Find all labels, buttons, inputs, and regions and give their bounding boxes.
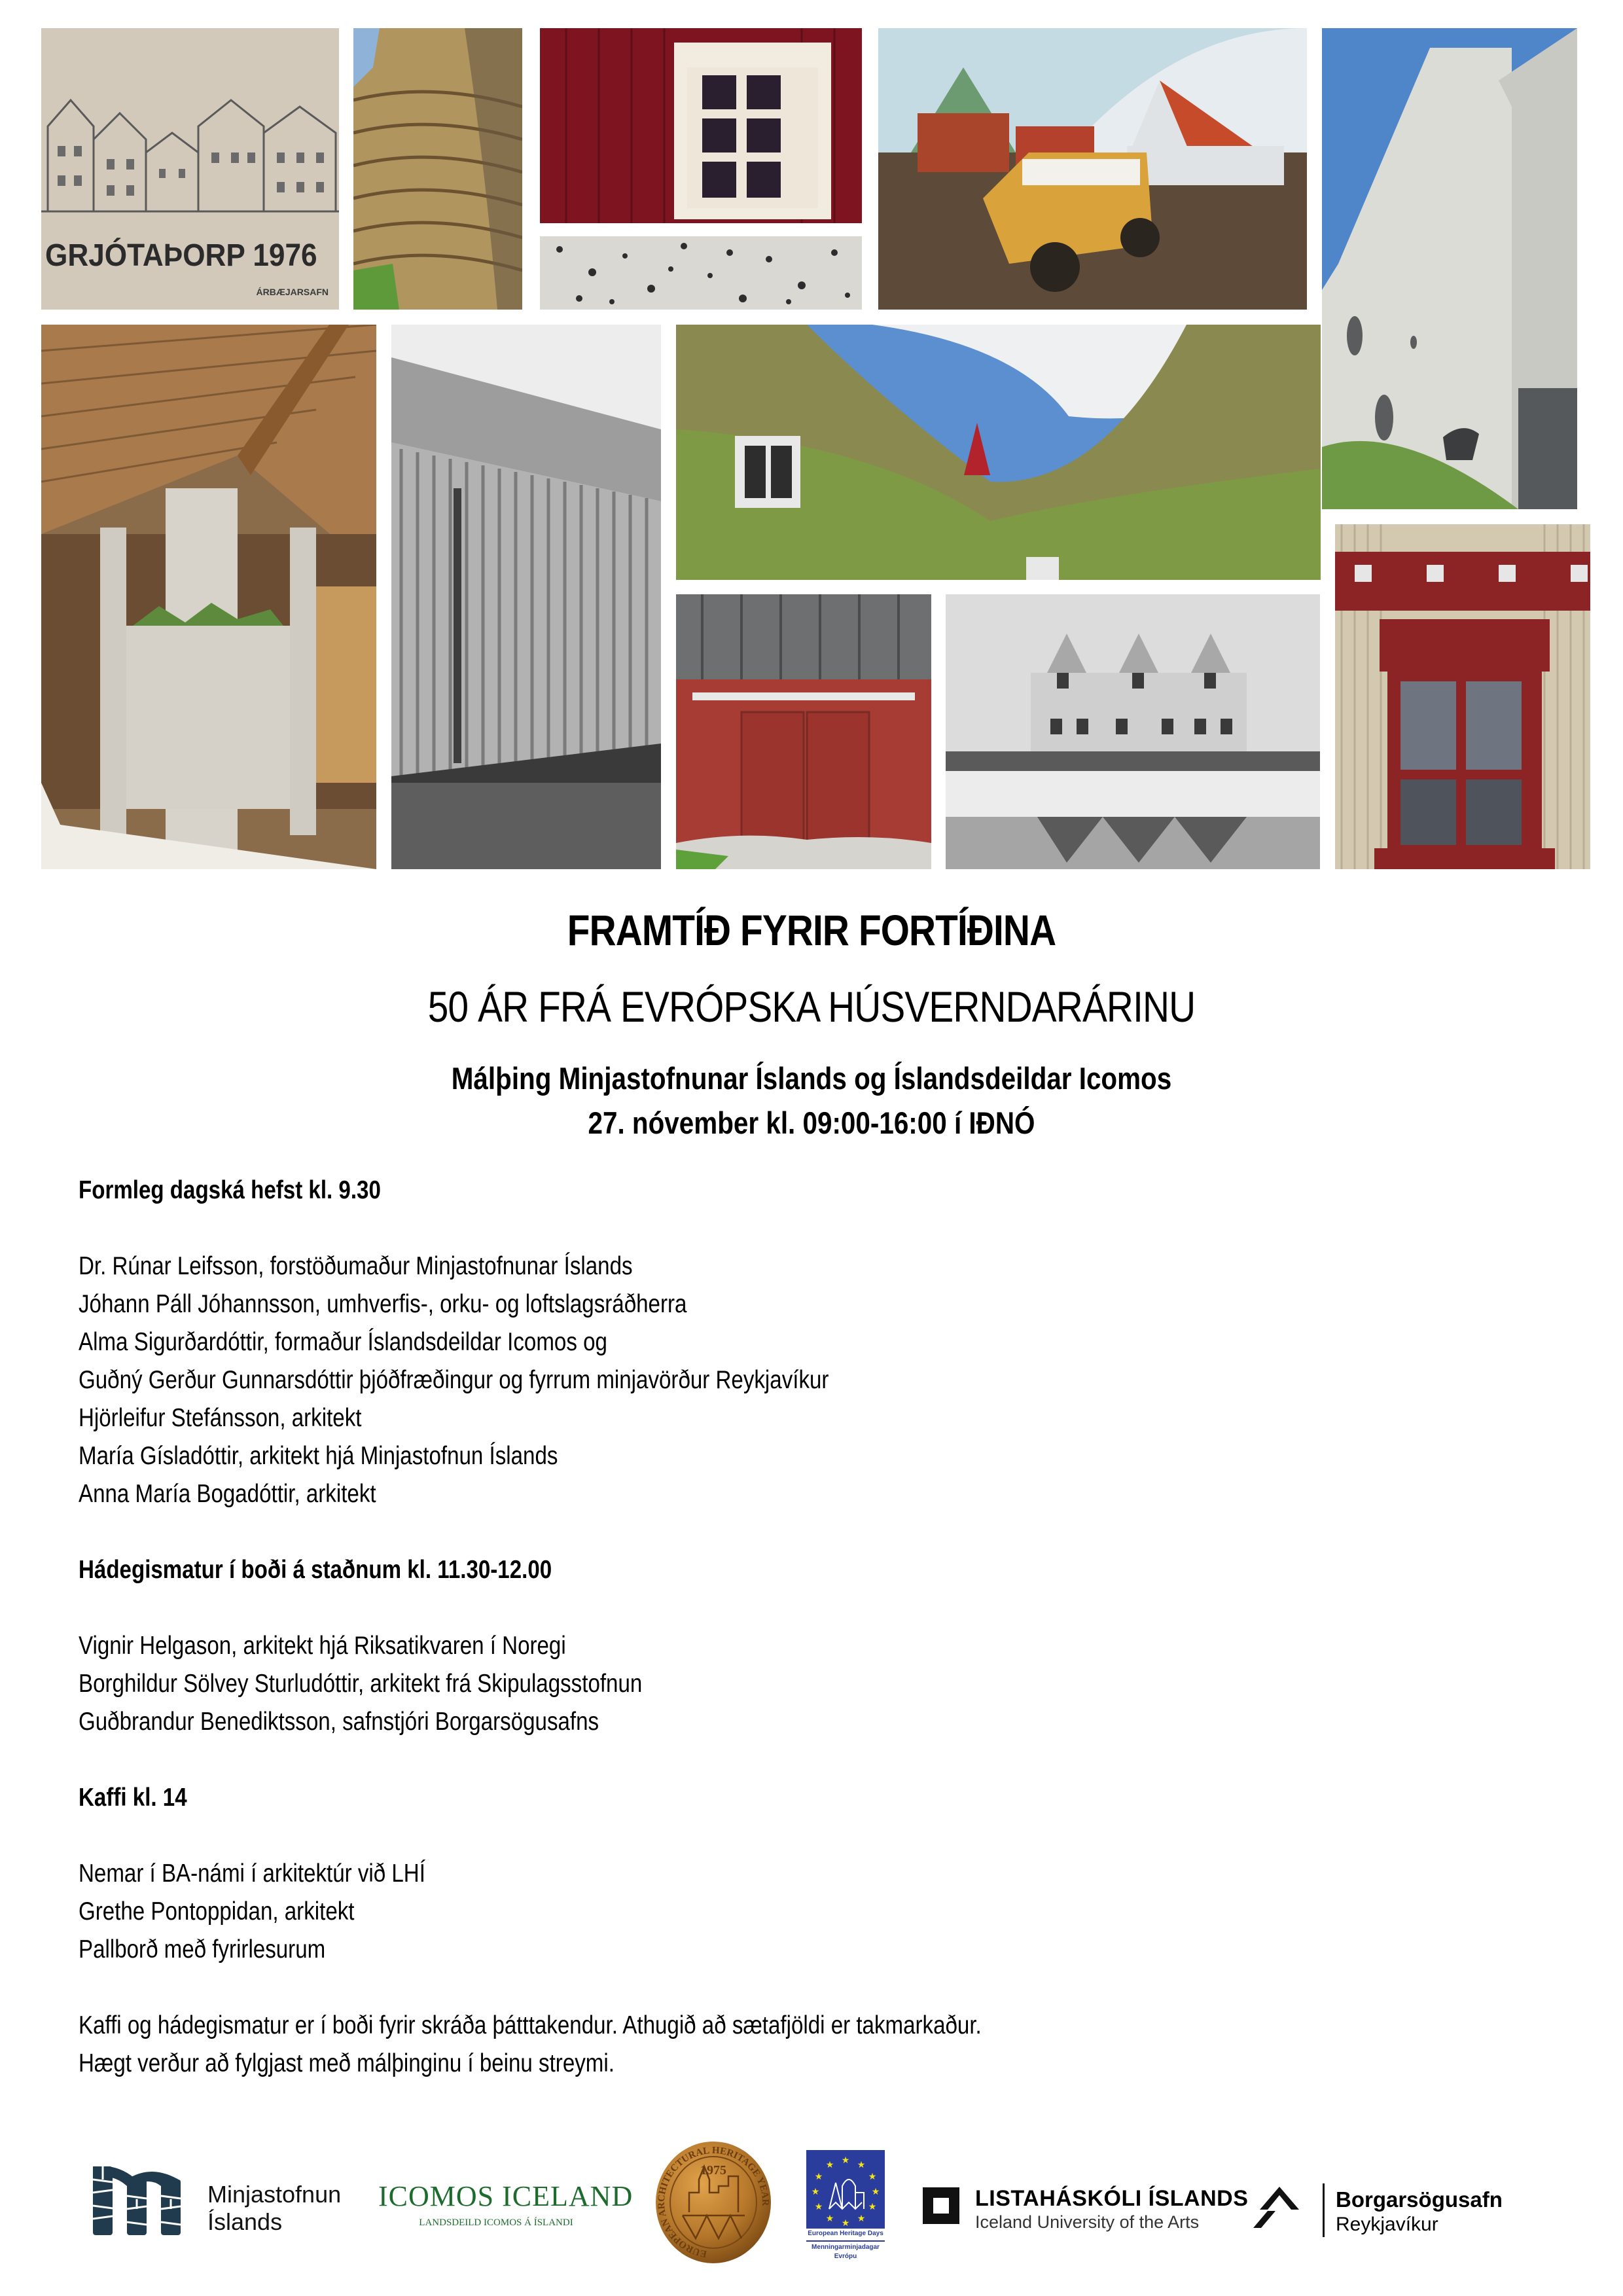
svg-text:★: ★ [814,2172,823,2182]
speaker-item: María Gísladóttir, arkitekt hjá Minjastofnun Íslands [79,1442,558,1470]
section-title-opening: Formleg dagská hefst kl. 9.30 [79,1176,381,1204]
speaker-item: Borghildur Sölvey Sturludóttir, arkitekt frá Skipulagsstofnun [79,1670,643,1698]
svg-text:★: ★ [871,2187,880,2197]
borgarsogusafn-subtitle: Reykjavíkur [1336,2214,1438,2235]
speaker-item: Anna María Bogadóttir, arkitekt [79,1480,376,1508]
listahaskoli-logo [923,2179,1250,2238]
speaker-item: Nemar í BA-námi í arkitektúr við LHÍ [79,1859,425,1888]
speaker-item: Dr. Rúnar Leifsson, forstöðumaður Minjastofnunar Íslands [79,1252,633,1280]
cover-publisher: ÁRBÆJARSAFN [256,287,329,297]
speaker-item: Grethe Pontoppidan, arkitekt [79,1897,355,1926]
ehd-line3: Evrópu [834,2253,857,2260]
svg-text:★: ★ [814,2202,823,2212]
pebble-dash-image [540,236,862,310]
speaker-item: Guðbrandur Benediktsson, safnstjóri Borgarsögusafns [79,1708,599,1736]
speaker-item: Pallborð með fyrirlesurum [79,1935,326,1964]
medal-icon [653,2140,774,2265]
program [79,1172,1373,2083]
borgarsogusafn-logo [1253,2178,1515,2244]
minjastofnun-line2: Íslands [207,2208,283,2235]
svg-text:★: ★ [825,2160,834,2170]
event-title: FRAMTÍÐ FYRIR FORTÍÐINA [567,906,1056,954]
grjotathorp-cover-image [41,28,339,310]
note-streaming: Hægt verður að fylgjast með málþinginu í beinu streymi. [79,2049,615,2077]
event-subtitle: 50 ÁR FRÁ EVRÓPSKA HÚSVERNDARÁRINU [427,982,1196,1031]
event-organizers: Málþing Minjastofnunar Íslands og Íslandsdeildar Icomos [451,1061,1172,1096]
medal-ring-text: EUROPEAN ARCHITECTURAL HERITAGE YEAR [656,2145,771,2259]
svg-text:★: ★ [857,2160,866,2170]
borgarsogusafn-title: Borgarsögusafn [1336,2187,1503,2212]
svg-text:★: ★ [857,2214,866,2224]
svg-text:★: ★ [868,2202,877,2212]
turf-wall-image [353,28,522,310]
speaker-item: Hjörleifur Stefánsson, arkitekt [79,1404,362,1432]
speaker-item: Alma Sigurðardóttir, formaður Íslandsdeildar Icomos og [79,1328,607,1356]
svg-text:★: ★ [825,2214,834,2224]
modern-interior-image [41,325,376,869]
speaker-item: Vignir Helgason, arkitekt hjá Riksatikvaren í Noregi [79,1632,566,1660]
icomos-iceland-logo [378,2160,633,2238]
svg-text:★: ★ [811,2187,820,2197]
partner-logos [0,2140,1623,2278]
lhi-square-icon [923,2187,959,2224]
red-window-corrugated-image [1335,524,1590,869]
concrete-ribbed-facade-image [391,325,661,869]
svg-text:★: ★ [841,2155,850,2166]
section-title-lunch: Hádegismatur í boði á staðnum kl. 11.30-12.00 [79,1556,552,1584]
red-barn-door-image [676,594,931,869]
icomos-subtitle: LANDSDEILD ICOMOS Á ÍSLANDI [419,2217,573,2228]
chevron-up-icon [1253,2183,1306,2229]
event-datetime: 27. nóvember kl. 09:00-16:00 í IÐNÓ [588,1105,1035,1140]
cover-title: GRJÓTAÞORP 1976 [45,238,317,273]
ehd-line2: Menningarminjadagar [812,2244,880,2251]
stone-m-icon [93,2166,181,2235]
turf-houses-image [676,325,1321,580]
lhi-title: LISTAHÁSKÓLI ÍSLANDS [975,2186,1249,2211]
minjastofnun-logo [93,2166,355,2238]
heritage-year-medal-logo [653,2140,774,2265]
medal-year: 1975 [700,2163,726,2178]
speaker-item: Guðný Gerður Gunnarsdóttir þjóðfræðingur og fyrrum minjavörður Reykjavíkur [79,1366,829,1394]
icomos-title: ICOMOS ICELAND [378,2180,633,2212]
note-registration: Kaffi og hádegismatur er í boði fyrir skráða þátttakendur. Athugið að sætafjöldi er takmarkaður. [79,2011,982,2039]
old-truck-houses-image [878,28,1307,310]
eu-stars-castle-icon [806,2150,885,2229]
svg-text:★: ★ [841,2218,850,2229]
minjastofnun-line1: Minjastofnun [207,2181,342,2208]
european-heritage-days-logo [806,2150,885,2274]
speaker-item: Jóhann Páll Jóhannsson, umhverfis-, orku- og loftslagsráðherra [79,1290,687,1318]
lhi-subtitle: Iceland University of the Arts [975,2212,1200,2232]
ehd-line1: European Heritage Days [808,2230,883,2237]
svg-text:★: ★ [868,2172,877,2182]
red-wall-window-image [540,28,862,223]
ehd-divider [806,2240,885,2242]
borgarsogusafn-divider [1323,2183,1325,2237]
bw-three-gabled-house-image [946,594,1320,869]
white-concrete-wall-image [1322,28,1577,509]
section-title-coffee: Kaffi kl. 14 [79,1784,187,1812]
